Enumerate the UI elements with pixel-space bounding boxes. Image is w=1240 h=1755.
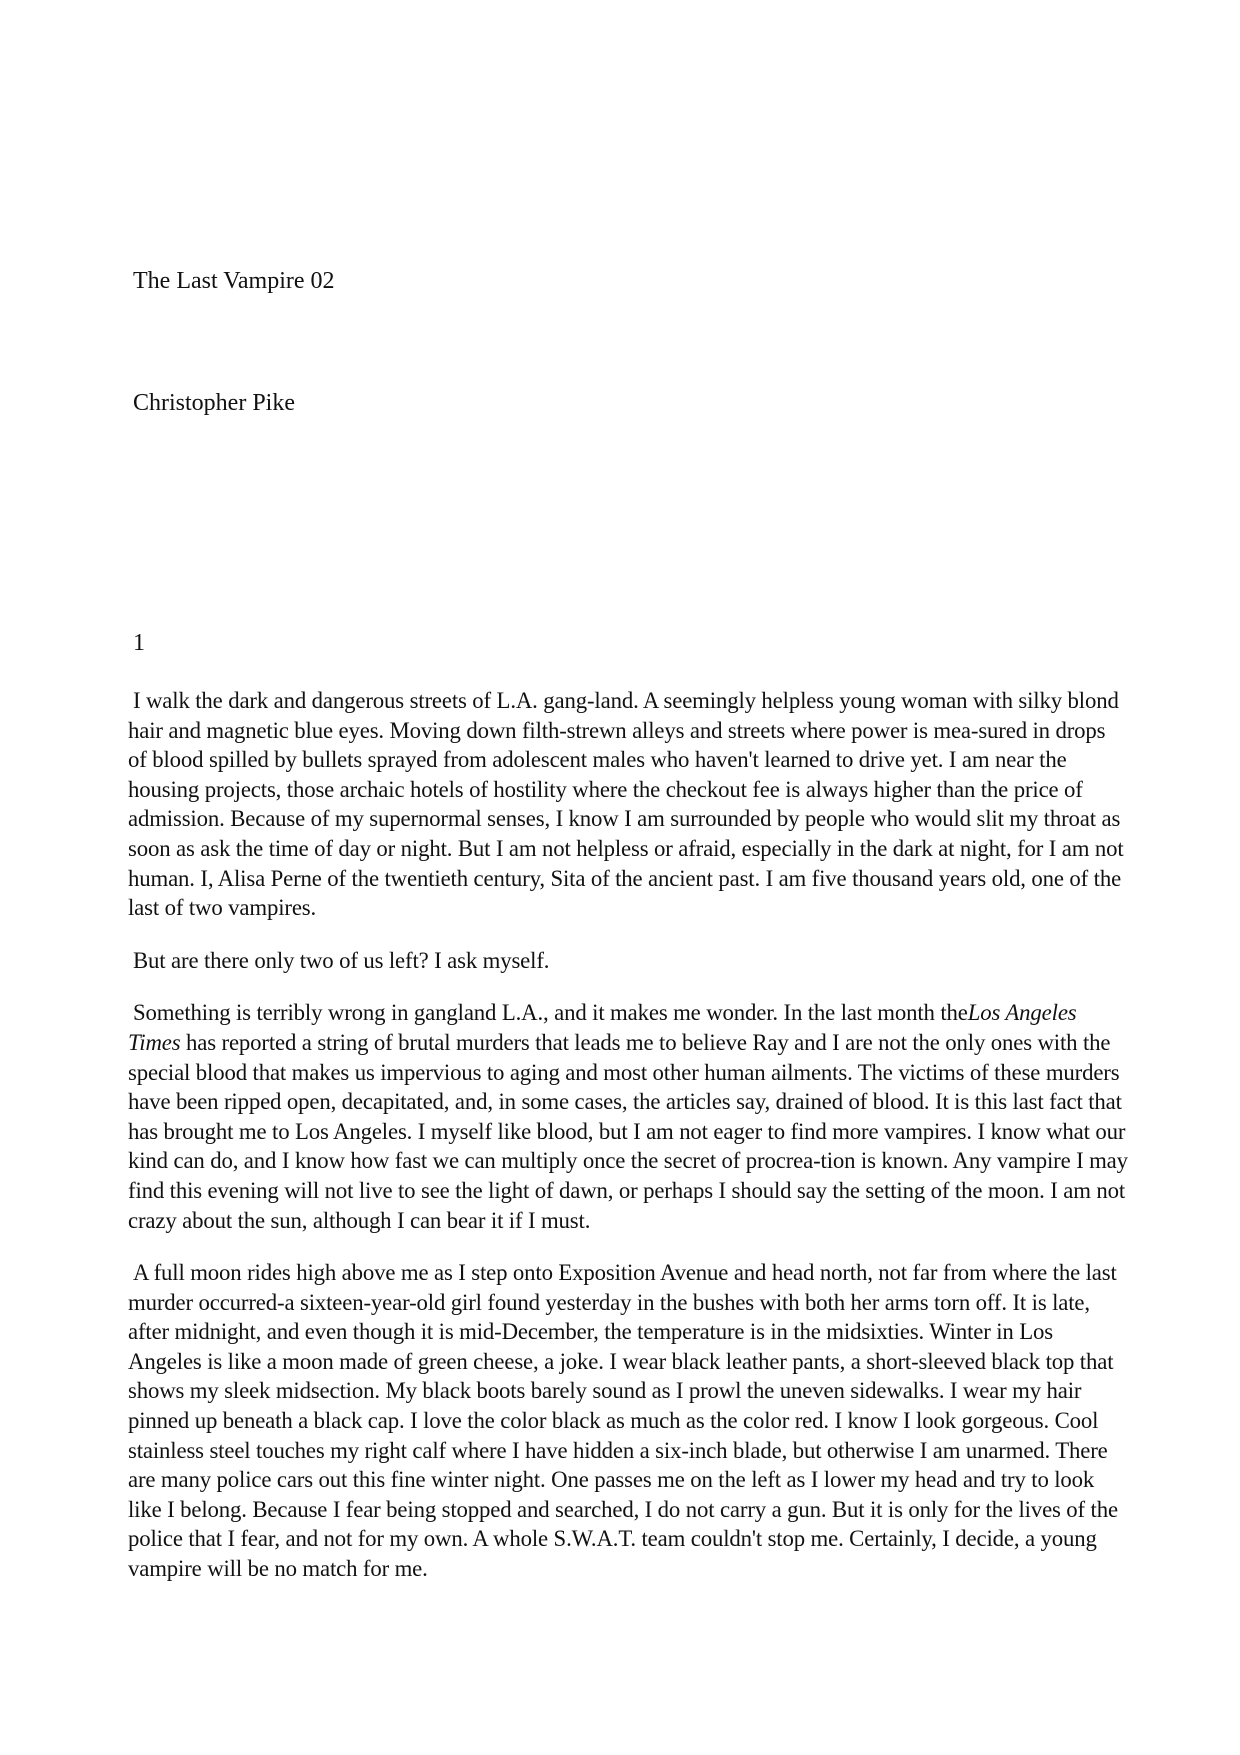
paragraph-1: I walk the dark and dangerous streets of L.A. gang-land. A seemingly helpless young woman with silky blond hair and magnetic blue eyes. Moving down filth-strewn alleys and streets where power is mea-sured in drops of blood spilled by bullets sprayed from adolescent males who haven't learned to drive yet. I am near the housing projects, those archaic hotels of hostility where the checkout fee is always higher than the price of admission. Because of my supernormal senses, I know I am surrounded by people who would slit my throat as soon as ask the time of day or night. But I am not helpless or afraid, especially in the dark at night, for I am not human. I, Alisa Perne of the twentieth century, Sita of the ancient past. I am five thousand years old, one of the last of two vampires. xyxy=(128,688,1124,921)
paragraph-4: A full moon rides high above me as I step onto Exposition Avenue and head north, not far from where the last murder occurred-a sixteen-year-old girl found yesterday in the bushes with both her arms torn off. It is late, after midnight, and even though it is mid-December, the temperature is in the midsixties. Winter in Los Angeles is like a moon made of green cheese, a joke. I wear black leather pants, a short-sleeved black top that shows my sleek midsection. My black boots barely sound as I prowl the uneven sidewalks. I wear my hair pinned up beneath a black cap. I love the color black as much as the color red. I know I look gorgeous. Cool stainless steel touches my right calf where I have hidden a six-inch blade, but otherwise I am unarmed. There are many police cars out this fine winter night. One passes me on the left as I lower my head and try to look like I belong. Because I fear being stopped and searched, I do not carry a gun. But it is only for the lives of the police that I fear, and not for my own. A whole S.W.A.T. team couldn't stop me. Certainly, I decide, a young vampire will be no match for me. xyxy=(128,1260,1118,1582)
newspaper-name: Los Angeles Times xyxy=(128,1000,1077,1055)
paragraph-3-text-after: has reported a string of brutal murders that leads me to believe Ray and I are not the only ones with the special blood that makes us impervious to aging and most other human ailments. The victims of these murders have been ripped open, decapitated, and, in some cases, the articles say, drained of blood. It is this last fact that has brought me to Los Angeles. I myself like blood, but I am not eager to find more vampires. I know what our kind can do, and I know how fast we can multiply once the secret of procrea-tion is known. Any vampire I may find this evening will not live to see the light of dawn, or perhaps I should say the setting of the moon. I am not crazy about the sun, although I can bear it if I must. xyxy=(128,1029,1128,1233)
paragraph-3 xyxy=(128,998,1128,1235)
chapter-number: 1 xyxy=(133,630,145,656)
book-author: Christopher Pike xyxy=(133,390,295,416)
book-title: The Last Vampire 02 xyxy=(133,268,335,294)
paragraph-3-text-before: Something is terribly wrong in gangland L.A., and it makes me wonder. In the last month the xyxy=(133,1000,968,1026)
chapter-body xyxy=(128,686,1128,1607)
paragraph-2: But are there only two of us left? I ask myself. xyxy=(133,947,550,973)
